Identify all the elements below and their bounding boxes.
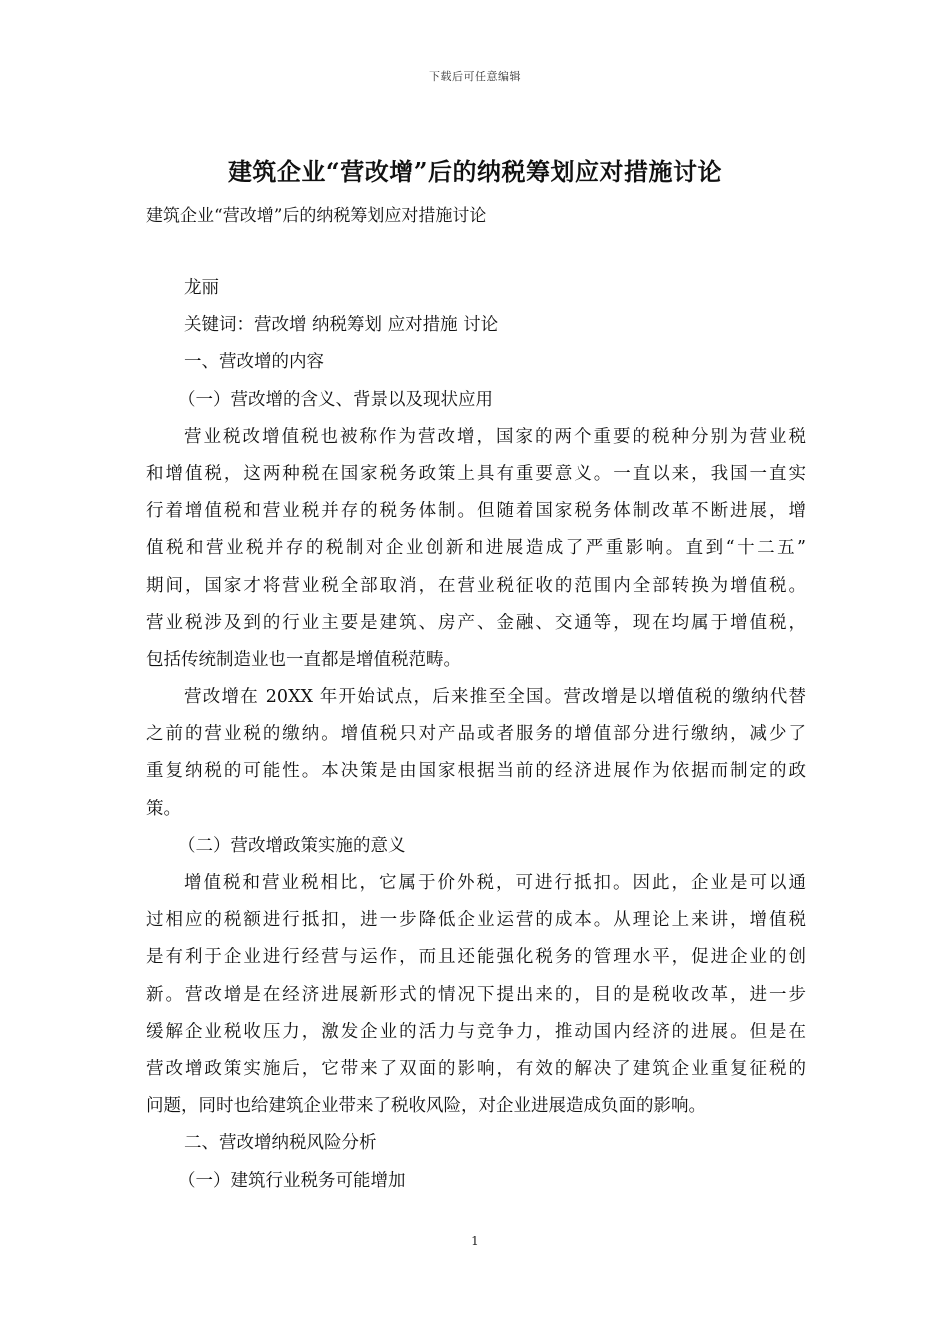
paragraph-line: 包括传统制造业也一直都是增值税范畴。 (146, 649, 461, 670)
paragraph-line: 营业税涉及到的行业主要是建筑、房产、金融、交通等，现在均属于增值税， (146, 612, 806, 633)
document-subtitle: 建筑企业“营改增”后的纳税筹划应对措施讨论 (146, 206, 487, 226)
paragraph-line: 问题，同时也给建筑企业带来了税收风险，对企业进展造成负面的影响。 (146, 1096, 706, 1117)
paragraph-line: 之前的营业税的缴纳。增值税只对产品或者服务的增值部分进行缴纳，减少了 (146, 724, 806, 745)
paragraph-line: 行着增值税和营业税并存的税务体制。但随着国家税务体制改革不断进展，增 (146, 501, 806, 522)
paragraph (146, 865, 806, 1125)
paragraph-line: 新。营改增是在经济进展新形式的情况下提出来的，目的是税收改革，进一步 (146, 984, 806, 1005)
paragraph (146, 679, 806, 828)
paragraph-line: 营改增在 20XX 年开始试点，后来推至全国。营改增是以增值税的缴纳代替 (184, 687, 806, 708)
subsection-heading: （一）建筑行业税务可能增加 (178, 1170, 406, 1191)
subsection-heading: （一）营改增的含义、背景以及现状应用 (178, 389, 493, 410)
paragraph (146, 419, 806, 679)
paragraph-line: 期间，国家才将营业税全部取消，在营业税征收的范围内全部转换为增值税。 (146, 575, 806, 596)
paragraph-line: 营业税改增值税也被称作为营改增，国家的两个重要的税种分别为营业税 (184, 426, 806, 447)
paragraph-line: 重复纳税的可能性。本决策是由国家根据当前的经济进展作为依据而制定的政 (146, 761, 806, 782)
paragraph-line: 缓解企业税收压力，激发企业的活力与竞争力，推动国内经济的进展。但是在 (146, 1021, 806, 1042)
paragraph-line: 营改增政策实施后，它带来了双面的影响，有效的解决了建筑企业重复征税的 (146, 1058, 806, 1079)
document-body (146, 270, 806, 1200)
paragraph-line: 增值税和营业税相比，它属于价外税，可进行抵扣。因此，企业是可以通 (184, 873, 806, 893)
header-note: 下载后可任意编辑 (429, 70, 521, 83)
paragraph-line: 过相应的税额进行抵扣，进一步降低企业运营的成本。从理论上来讲，增值税 (146, 910, 806, 931)
paragraph-line: 值税和营业税并存的税制对企业创新和进展造成了严重影响。直到“十二五” (146, 538, 806, 559)
subsection-heading: （二）营改增政策实施的意义 (178, 835, 406, 856)
keywords-line: 关键词：营改增 纳税筹划 应对措施 讨论 (184, 315, 499, 336)
paragraph-line: 和增值税，这两种税在国家税务政策上具有重要意义。一直以来，我国一直实 (146, 463, 806, 484)
author-name: 龙丽 (184, 278, 219, 298)
document-title: 建筑企业“营改增”后的纳税筹划应对措施讨论 (227, 157, 723, 186)
section-heading: 二、营改增纳税风险分析 (184, 1133, 377, 1154)
paragraph-line: 策。 (146, 798, 181, 819)
section-heading: 一、营改增的内容 (184, 352, 324, 373)
paragraph-line: 是有利于企业进行经营与运作，而且还能强化税务的管理水平，促进企业的创 (146, 947, 806, 968)
page-number: 1 (471, 1234, 479, 1248)
